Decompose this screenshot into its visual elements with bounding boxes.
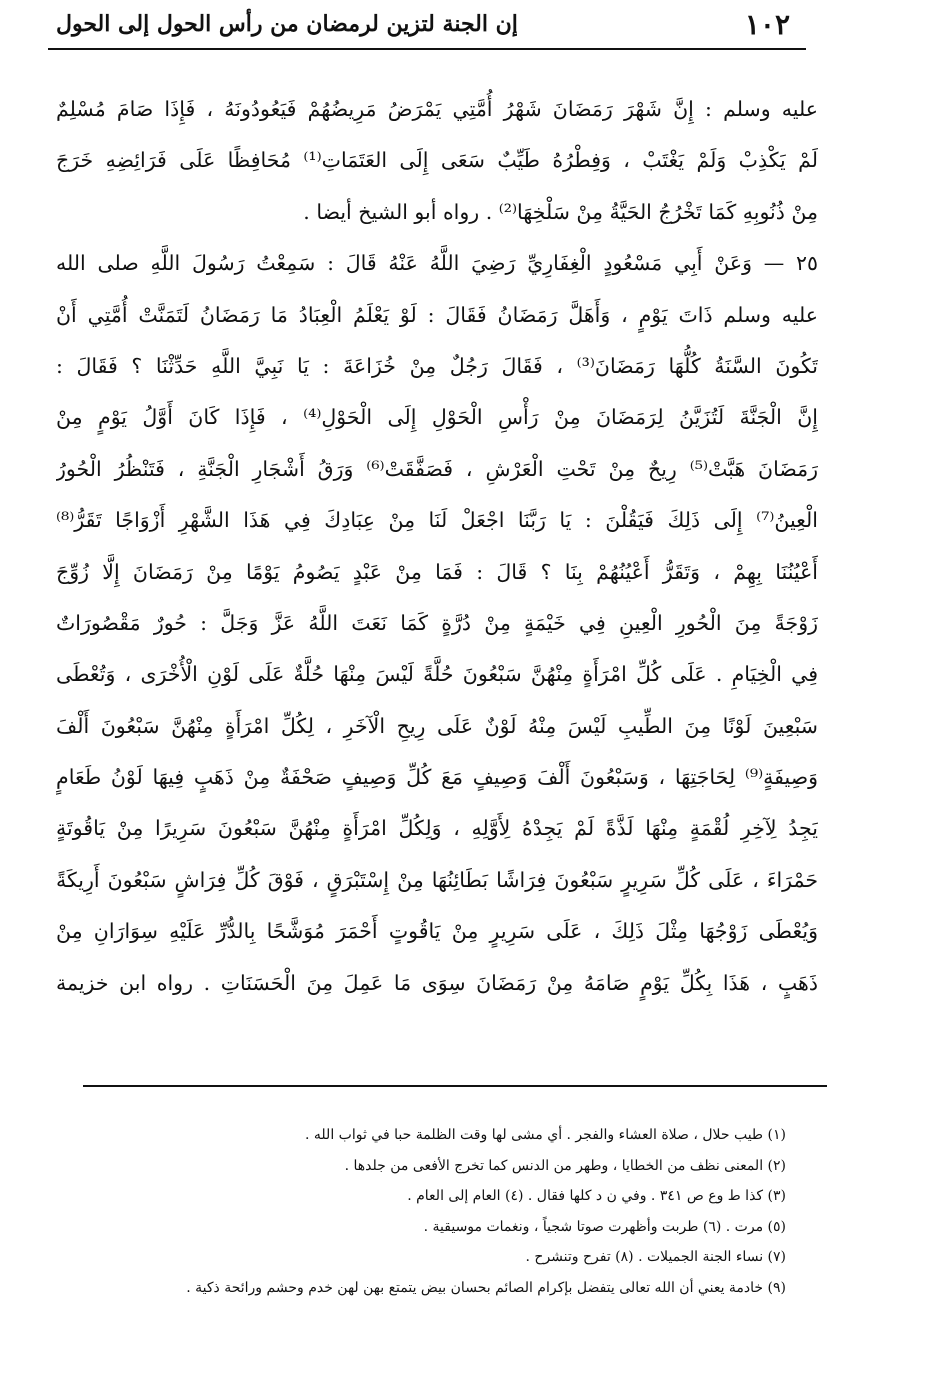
footnote-divider [83, 1085, 827, 1087]
text-line: إِنَّ الْجَنَّةَ لَتُزَيَّنُ لِرَمَضَانَ مِنْ رَأْسِ الْحَوْلِ إِلَى الْحَوْلِ⁽⁴⁾ ، فَإِذَا كَانَ أَوَّلُ يَوْمٍ مِنْ [56, 405, 818, 430]
footnotes [58, 1120, 786, 1303]
text-line: تَكُونَ السَّنَةُ كُلُّهَا رَمَضَانَ⁽³⁾ ، فَقَالَ رَجُلٌ مِنْ خُزَاعَةَ : يَا نَبِيَّ اللَّهِ حَدِّثْنَا ؟ فَقَالَ : [56, 353, 818, 378]
footnote-item: (٣) كذا ط وع ص ٣٤١ . وفي ن د كلها فقال . (٤) العام إلى العام . [407, 1188, 786, 1204]
text-line: فِي الْخِيَامِ . عَلَى كُلِّ امْرَأَةٍ مِنْهُنَّ سَبْعُونَ حُلَّةً لَيْسَ مِنْهَا حُلَّةٌ عَلَى لَوْنِ الْأُخْرَى ، وَتُعْطَى [56, 662, 818, 687]
text-line: زَوْجَةً مِنَ الْحُورِ الْعِينِ فِي خَيْمَةٍ مِنْ دُرَّةٍ كَمَا نَعَتَ اللَّهُ عَزَّ وَجَلَّ : حُورٌ مَقْصُورَاتٌ [56, 610, 818, 635]
text-line: أَعْيُنُنَا بِهِمْ ، وَتَقَرُّ أَعْيُنُهُمْ بِنَا ؟ قَالَ : فَمَا مِنْ عَبْدٍ يَصُومُ يَوْمًا مِنْ رَمَضَانَ إِلَّا زُوِّجَ [56, 559, 818, 584]
text-line: سَبْعِينَ لَوْنًا مِنَ الطِّيبِ لَيْسَ مِنْهُ لَوْنٌ عَلَى رِيحِ الْآخَرِ ، لِكُلِّ امْرَأَةٍ مِنْهُنَّ سَبْعُونَ أَلْفَ [56, 713, 818, 738]
footnote-item: (٢) المعنى نظف من الخطايا ، وطهر من الدنس كما تخرج الأفعى من جلدها . [344, 1157, 786, 1174]
text-line: عليه وسلم ذَاتَ يَوْمٍ ، وَأَهَلَّ رَمَضَانُ فَقَالَ : لَوْ يَعْلَمُ الْعِبَادُ مَا رَمَضَانُ لَتَمَنَّتْ أُمَّتِي أَنْ [56, 302, 818, 327]
page-header [48, 0, 806, 50]
text-line: رَمَضَانَ هَبَّتْ⁽⁵⁾ رِيحٌ مِنْ تَحْتِ الْعَرْشِ ، فَصَفَّقَتْ⁽⁶⁾ وَرَقُ أَشْجَارِ الْجَنَّةِ ، فَتَنْظُرُ الْحُورُ [56, 456, 818, 481]
text-line: يَجِدُ لِآخِرِ لُقْمَةٍ مِنْهَا لَذَّةً لَمْ يَجِدْهُ لِأَوَّلِهِ ، وَلِكُلِّ امْرَأَةٍ مِنْهُنَّ سَبْعُونَ سَرِيرًا مِنْ يَاقُوتَةٍ [56, 816, 818, 841]
hadith-25-line: ٢٥ — وَعَنْ أَبِي مَسْعُودٍ الْغِفَارِيِّ رَضِيَ اللَّهُ عَنْهُ قَالَ : سَمِعْتُ رَسُولَ اللَّهِ صلى الله [56, 251, 818, 276]
text-line: حَمْرَاءَ ، عَلَى كُلِّ سَرِيرٍ سَبْعُونَ فِرَاشًا بَطَائِنُهَا مِنْ إِسْتَبْرَقٍ ، فَوْقَ كُلِّ فِرَاشٍ سَبْعُونَ أَرِيكَةً [56, 867, 818, 892]
text-line: وَيُعْطَى زَوْجُهَا مِثْلَ ذَلِكَ ، عَلَى سَرِيرٍ مِنْ يَاقُوتٍ أَحْمَرَ مُوَشَّحًا بِالدُّرِّ عَلَيْهِ سِوَارَانِ مِنْ [56, 919, 818, 944]
text-line: عليه وسلم : إِنَّ شَهْرَ رَمَضَانَ شَهْرُ أُمَّتِي يَمْرَضُ مَرِيضُهُمْ فَيَعُودُونَهُ ، فَإِذَا صَامَ مُسْلِمٌ [56, 97, 818, 121]
footnote-item: (٧) نساء الجنة الجميلات . (٨) تفرح وتنشرح . [525, 1249, 786, 1265]
text-line: الْعِينُ⁽⁷⁾ إِلَى ذَلِكَ فَيَقُلْنَ : يَا رَبَّنَا اجْعَلْ لَنَا مِنْ عِبَادِكَ فِي هَذَا الشَّهْرِ أَزْوَاجًا تَقَرُّ⁽⁸⁾ [56, 508, 818, 533]
text-line: لَمْ يَكْذِبْ وَلَمْ يَغْتَبْ ، وَفِطْرُهُ طَيِّبٌ سَعَى إِلَى العَتَمَاتِ⁽¹⁾ مُحَافِظًا عَلَى فَرَائِضِهِ خَرَجَ [56, 148, 818, 173]
running-title: إن الجنة لتزين لرمضان من رأس الحول إلى الحول [56, 11, 518, 37]
page-number: ١٠٢ [744, 7, 790, 41]
footnote-item: (١) طيب حلال ، صلاة العشاء والفجر . أي مشى لها وقت الظلمة حبا في ثواب الله . [305, 1127, 786, 1143]
text-line: ذَهَبٍ ، هَذَا بِكُلِّ يَوْمٍ صَامَهُ مِنْ رَمَضَانَ سِوَى مَا عَمِلَ مِنَ الْحَسَنَاتِ . رواه ابن خزيمة [56, 970, 818, 995]
text-line: مِنْ ذُنُوبِهِ كَمَا تَخْرُجُ الحَيَّةُ مِنْ سَلْخِهَا⁽²⁾ . رواه أبو الشيخ أيضا . [303, 199, 818, 224]
main-text [56, 84, 818, 1009]
text-line: وَصِيفَةٍ⁽⁹⁾ لِحَاجَتِهَا ، وَسَبْعُونَ أَلْفَ وَصِيفٍ مَعَ كُلِّ وَصِيفٍ صَحْفَةٌ مِنْ ذَهَبٍ فِيهَا لَوْنُ طَعَامٍ [56, 765, 818, 790]
footnote-item: (٩) خادمة يعني أن الله تعالى يتفضل بإكرام الصائم بحسان بيض يتمتع بهن لهن خدم وحشم ورائحة ذكية . [186, 1279, 786, 1296]
footnote-item: (٥) مرت . (٦) طربت وأظهرت صوتا شجياً ، ونغمات موسيقية . [423, 1218, 786, 1235]
